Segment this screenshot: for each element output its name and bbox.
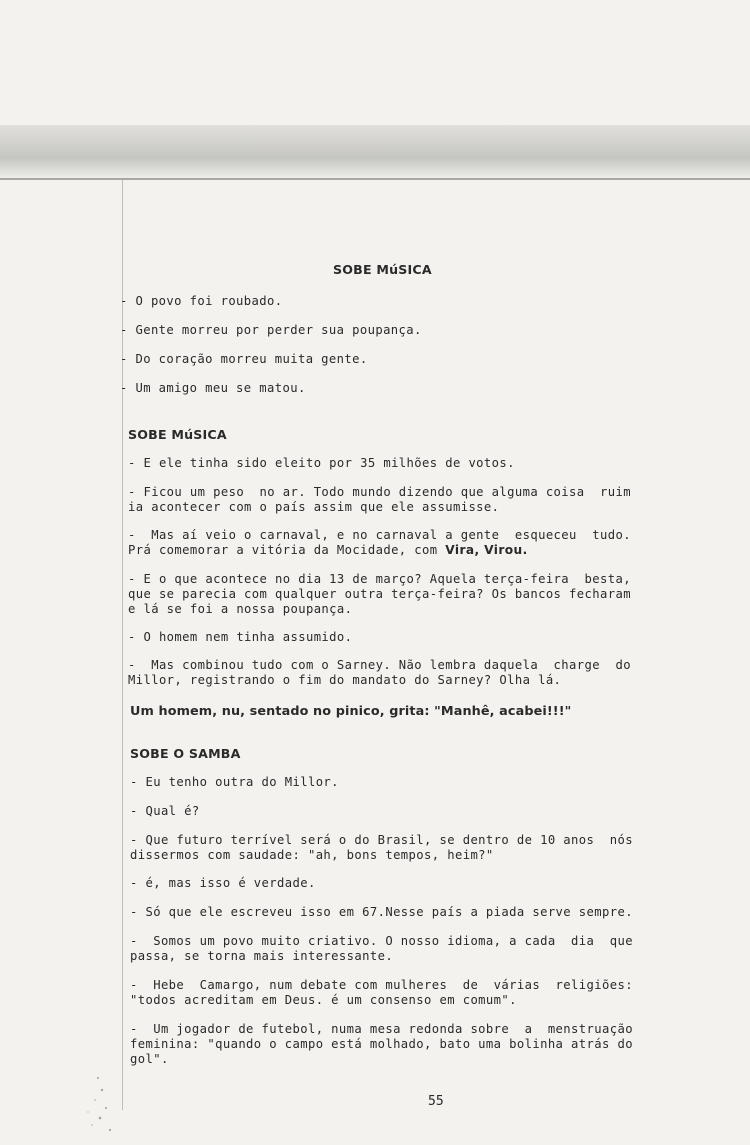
- section-heading: SOBE MúSICA: [333, 262, 432, 277]
- section-heading: SOBE O SAMBA: [130, 746, 241, 761]
- dialogue-line: - Hebe Camargo, num debate com mulheres de várias religiões:: [130, 978, 633, 992]
- dialogue-line: - Um amigo meu se matou.: [120, 381, 306, 395]
- dialogue-line: ia acontecer com o país assim que ele assumisse.: [128, 500, 500, 514]
- dialogue-line: - E o que acontece no dia 13 de março? Aquela terça-feira besta,: [128, 572, 631, 586]
- cartoon-caption: Um homem, nu, sentado no pinico, grita: "Manhê, acabei!!!": [130, 704, 572, 719]
- scan-noise: [40, 1070, 120, 1140]
- dialogue-line: - Um jogador de futebol, numa mesa redonda sobre a menstruação: [130, 1022, 633, 1036]
- song-title: Vira, Virou.: [445, 543, 528, 557]
- dialogue-line: gol".: [130, 1052, 169, 1066]
- dialogue-line: - Que futuro terrível será o do Brasil, se dentro de 10 anos nós: [130, 833, 633, 847]
- dialogue-line: passa, se torna mais interessante.: [130, 949, 394, 963]
- page-number: 55: [428, 1094, 444, 1109]
- top-rule: [0, 178, 750, 180]
- dialogue-line: - Gente morreu por perder sua poupança.: [120, 323, 422, 337]
- dialogue-line: e lá se foi a nossa poupança.: [128, 602, 353, 616]
- dialogue-line: Millor, registrando o fim do mandato do Sarney? Olha lá.: [128, 673, 562, 687]
- scan-shadow-band: [0, 125, 750, 180]
- dialogue-line: [128, 543, 528, 557]
- margin-line: [122, 180, 123, 1110]
- dialogue-text: Prá comemorar a vitória da Mocidade, com: [128, 543, 446, 557]
- dialogue-line: - Ficou um peso no ar. Todo mundo dizendo que alguma coisa ruim: [128, 485, 631, 499]
- dialogue-line: - Só que ele escreveu isso em 67.Nesse país a piada serve sempre.: [130, 905, 633, 919]
- dialogue-line: - Mas combinou tudo com o Sarney. Não lembra daquela charge do: [128, 658, 631, 672]
- dialogue-line: - O homem nem tinha assumido.: [128, 630, 353, 644]
- dialogue-line: feminina: "quando o campo está molhado, bato uma bolinha atrás do: [130, 1037, 633, 1051]
- dialogue-line: - Eu tenho outra do Millor.: [130, 775, 339, 789]
- dialogue-line: - Do coração morreu muita gente.: [120, 352, 368, 366]
- section-heading: SOBE MúSICA: [128, 427, 227, 442]
- dialogue-line: - Somos um povo muito criativo. O nosso idioma, a cada dia que: [130, 934, 633, 948]
- dialogue-line: - Mas aí veio o carnaval, e no carnaval a gente esqueceu tudo.: [128, 528, 631, 542]
- dialogue-line: "todos acreditam em Deus. é um consenso em comum".: [130, 993, 517, 1007]
- dialogue-line: que se parecia com qualquer outra terça-feira? Os bancos fecharam: [128, 587, 631, 601]
- dialogue-line: - O povo foi roubado.: [120, 294, 283, 308]
- dialogue-line: - é, mas isso é verdade.: [130, 876, 316, 890]
- dialogue-line: - Qual é?: [130, 804, 200, 818]
- dialogue-line: dissermos com saudade: "ah, bons tempos, heim?": [130, 848, 494, 862]
- dialogue-line: - E ele tinha sido eleito por 35 milhões de votos.: [128, 456, 515, 470]
